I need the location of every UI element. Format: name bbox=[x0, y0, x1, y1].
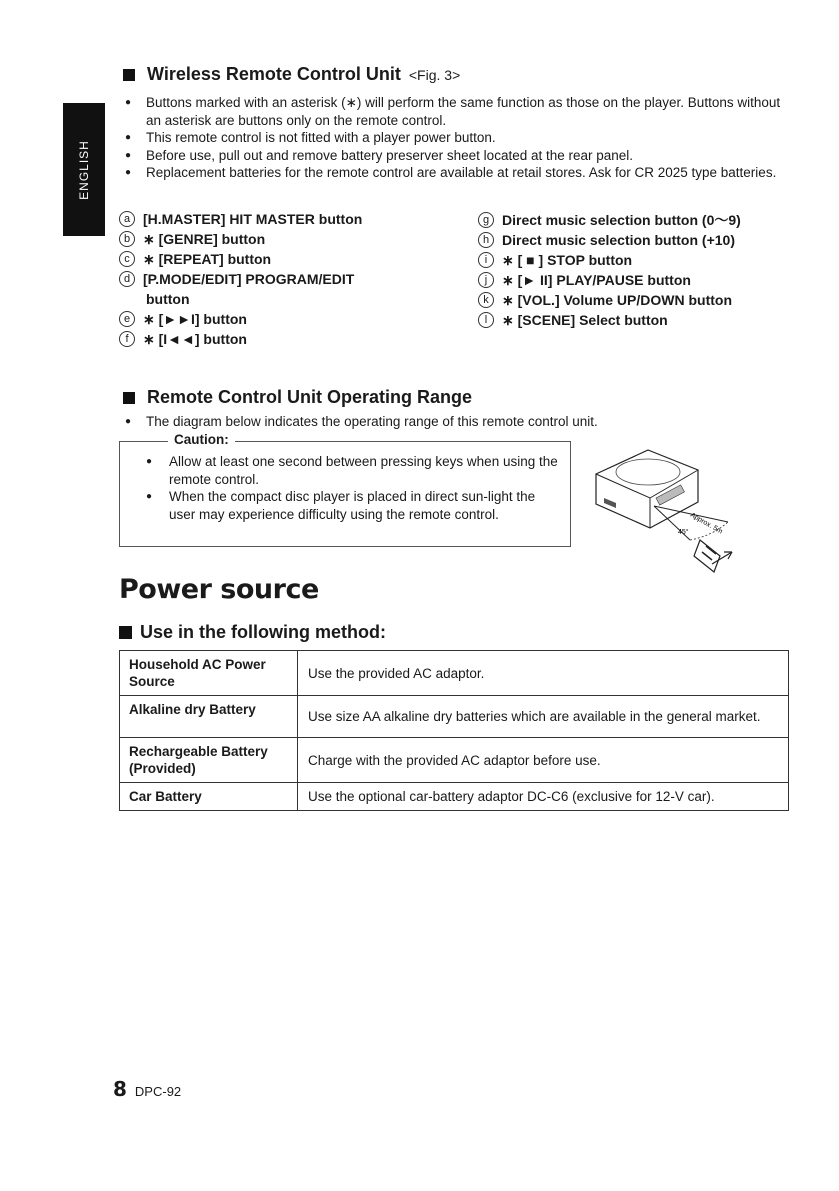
button-item-f: f ∗ [I◄◄] button bbox=[119, 329, 362, 349]
method-cell: Charge with the provided AC adaptor before use. bbox=[298, 738, 789, 783]
circle-letter-icon: j bbox=[478, 272, 494, 288]
button-item-a: a [H.MASTER] HIT MASTER button bbox=[119, 209, 362, 229]
list-item: ● Replacement batteries for the remote control are available at retail stores. Ask for CR 2025 type batteries. bbox=[122, 164, 792, 182]
range-note bbox=[122, 413, 782, 431]
remote-section-heading bbox=[123, 64, 460, 85]
method-cell: Use size AA alkaline dry batteries which are available in the general market. bbox=[298, 696, 789, 738]
button-item-i: i ∗ [ ■ ] STOP button bbox=[478, 250, 741, 270]
circle-letter-icon: e bbox=[119, 311, 135, 327]
circle-letter-icon: a bbox=[119, 211, 135, 227]
remote-control-illustration bbox=[694, 540, 720, 572]
button-item-d: d [P.MODE/EDIT] PROGRAM/EDIT bbox=[119, 269, 362, 289]
button-list-left bbox=[119, 209, 362, 349]
circle-letter-icon: k bbox=[478, 292, 494, 308]
table-row bbox=[120, 696, 789, 738]
power-source-cell: Car Battery bbox=[120, 783, 298, 811]
distance-label: Approx. 5m bbox=[689, 511, 724, 536]
model-number: DPC-92 bbox=[134, 1084, 182, 1099]
circle-letter-icon: c bbox=[119, 251, 135, 267]
list-item: ● Allow at least one second between pressing keys when using the remote control. bbox=[145, 453, 565, 488]
table-row bbox=[120, 651, 789, 696]
button-item-j: j ∗ [► II] PLAY/PAUSE button bbox=[478, 270, 741, 290]
cd-player-illustration bbox=[596, 450, 698, 528]
circle-letter-icon: i bbox=[478, 252, 494, 268]
button-item-h: h Direct music selection button (+10) bbox=[478, 230, 741, 250]
button-item-b: b ∗ [GENRE] button bbox=[119, 229, 362, 249]
list-item: ● Buttons marked with an asterisk (∗) will perform the same function as those on the player. Buttons without an asterisk are buttons only on the remote control. bbox=[122, 94, 792, 129]
fig-reference: <Fig. 3> bbox=[408, 66, 461, 83]
use-method-title: Use in the following method: bbox=[140, 622, 386, 642]
list-item: ● The diagram below indicates the operating range of this remote control unit. bbox=[122, 413, 782, 431]
square-bullet-icon bbox=[123, 392, 135, 404]
power-source-cell: Household AC Power Source bbox=[120, 651, 298, 696]
circle-letter-icon: f bbox=[119, 331, 135, 347]
use-method-heading bbox=[119, 622, 386, 643]
range-section-heading bbox=[123, 387, 472, 408]
power-source-cell: Alkaline dry Battery bbox=[120, 696, 298, 738]
remote-title: Wireless Remote Control Unit bbox=[147, 64, 401, 84]
list-item: ● This remote control is not fitted with a player power button. bbox=[122, 129, 792, 147]
remote-notes bbox=[122, 94, 792, 182]
power-source-table bbox=[119, 650, 789, 811]
button-item-k: k ∗ [VOL.] Volume UP/DOWN button bbox=[478, 290, 741, 310]
circle-letter-icon: b bbox=[119, 231, 135, 247]
button-item-l: l ∗ [SCENE] Select button bbox=[478, 310, 741, 330]
page-footer bbox=[113, 1077, 181, 1101]
button-list-right bbox=[478, 210, 741, 330]
language-tab-label: ENGLISH bbox=[77, 139, 91, 200]
circle-letter-icon: g bbox=[478, 212, 494, 228]
button-item-c: c ∗ [REPEAT] button bbox=[119, 249, 362, 269]
method-cell: Use the optional car-battery adaptor DC-C6 (exclusive for 12-V car). bbox=[298, 783, 789, 811]
square-bullet-icon bbox=[119, 626, 132, 639]
page-number: 8 bbox=[113, 1077, 127, 1101]
circle-letter-icon: l bbox=[478, 312, 494, 328]
circle-letter-icon: h bbox=[478, 232, 494, 248]
list-item: ● When the compact disc player is placed in direct sun-light the user may experience difficulty using the remote control. bbox=[145, 488, 565, 523]
button-item-e: e ∗ [►►I] button bbox=[119, 309, 362, 329]
angle-label: 45° bbox=[678, 529, 689, 536]
button-item-g: g Direct music selection button (0～9) bbox=[478, 210, 741, 230]
operating-range-diagram bbox=[582, 436, 762, 576]
method-cell: Use the provided AC adaptor. bbox=[298, 651, 789, 696]
range-title: Remote Control Unit Operating Range bbox=[147, 387, 473, 407]
table-row bbox=[120, 738, 789, 783]
power-source-cell: Rechargeable Battery (Provided) bbox=[120, 738, 298, 783]
language-tab bbox=[63, 103, 105, 236]
square-bullet-icon bbox=[123, 69, 135, 81]
page-title: Power source bbox=[119, 574, 319, 605]
table-row bbox=[120, 783, 789, 811]
caution-list bbox=[145, 453, 565, 523]
circle-letter-icon: d bbox=[119, 271, 135, 287]
caution-title: Caution: bbox=[168, 432, 235, 447]
button-item-d-continued: button bbox=[146, 291, 190, 307]
list-item: ● Before use, pull out and remove battery preserver sheet located at the rear panel. bbox=[122, 147, 792, 165]
